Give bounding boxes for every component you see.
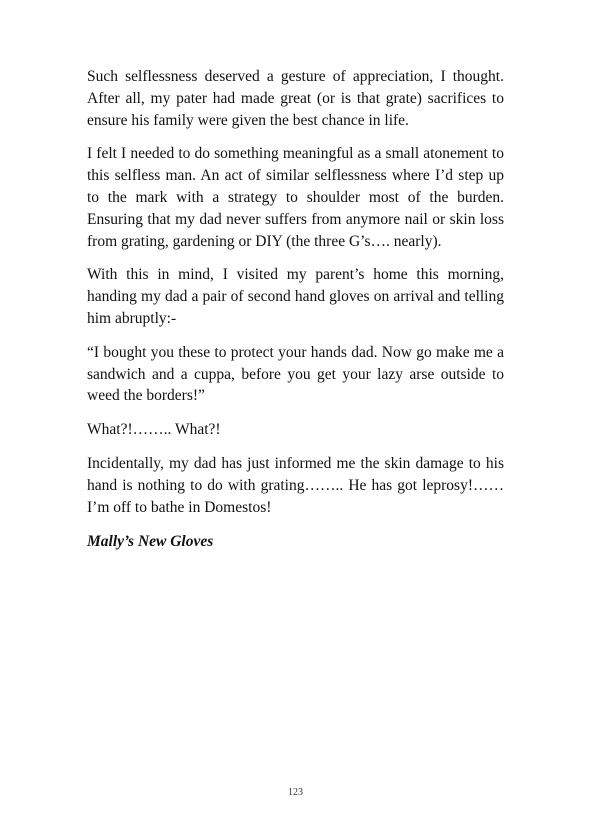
paragraph-visit: With this in mind, I visited my parent’s home this morning, handing my dad a pair of second hand gloves on arrival and telling him abruptly:- [87, 266, 504, 327]
page-number: 123 [288, 787, 303, 798]
paragraph-quote: “I bought you these to protect your hands dad. Now go make me a sandwich and a cuppa, before you get your lazy arse outside to weed the borders!” [87, 343, 504, 405]
page-body [87, 66, 504, 553]
paragraph-leprosy: Incidentally, my dad has just informed me the skin damage to his hand is nothing to do with grating…….. He has got leprosy!…… I’m off to bathe in Domestos! [87, 454, 504, 516]
paragraph-appreciation: Such selflessness deserved a gesture of appreciation, I thought. After all, my pater had made great (or is that grate) sacrifices to ensure his family were given the best chance in life. [87, 68, 504, 129]
paragraph-atonement: I felt I needed to do something meaningful as a small atonement to this selfless man. An act of similar selflessness where I’d step up to the mark with a strategy to shoulder most of the burden. Ensuring that my dad never suffers from anymore nail or skin loss from grating, gardening or DIY (the three G’s…. nearly). [87, 145, 504, 250]
story-title-signature: Mally’s New Gloves [87, 533, 214, 551]
paragraph-exclamation: What?!…….. What?! [87, 421, 221, 439]
